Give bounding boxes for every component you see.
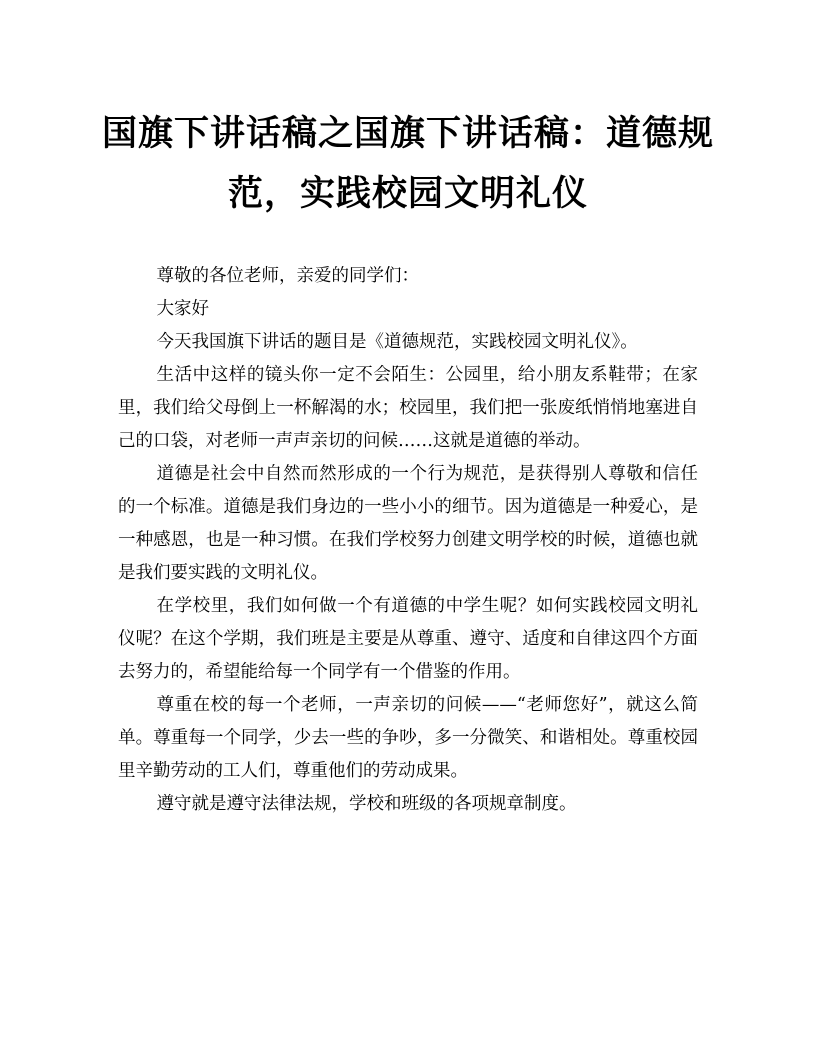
paragraph-greeting: 大家好: [156, 299, 209, 319]
paragraph-morality-definition: 道德是社会中自然而然形成的一个行为规范，是获得别人尊敬和信任的一个标准。道德是我们身边的一些小小的细节。因为道德是一种爱心，是一种感恩，也是一种习惯。在我们学校努力创建文明学校的时候，道德也就是我们要实践的文明礼仪。: [118, 464, 698, 583]
paragraph-scenes: 生活中这样的镜头你一定不会陌生：公园里，给小朋友系鞋带；在家里，我们给父母倒上一杯解渴的水；校园里，我们把一张废纸悄悄地塞进自己的口袋，对老师一声声亲切的问候……这就是道德的举动。: [118, 365, 698, 451]
paragraph-respect: 尊重在校的每一个老师，一声亲切的问候——“老师您好”，就这么简单。尊重每一个同学，少去一些的争吵，多一分微笑、和谐相处。尊重校园里辛勤劳动的工人们，尊重他们的劳动成果。: [118, 695, 698, 781]
paragraph-topic: 今天我国旗下讲话的题目是《道德规范，实践校园文明礼仪》。: [156, 332, 638, 352]
paragraph-comply: 遵守就是遵守法律法规，学校和班级的各项规章制度。: [156, 794, 577, 814]
paragraph-how-to: 在学校里，我们如何做一个有道德的中学生呢？如何实践校园文明礼仪呢？在这个学期，我们班是主要是从尊重、遵守、适度和自律这四个方面去努力的，希望能给每一个同学有一个借鉴的作用。: [118, 596, 698, 682]
document-body: [118, 260, 698, 821]
document-title: 国旗下讲话稿之国旗下讲话稿：道德规范，实践校园文明礼仪: [101, 113, 714, 214]
paragraph-salutation: 尊敬的各位老师，亲爱的同学们：: [156, 266, 419, 286]
